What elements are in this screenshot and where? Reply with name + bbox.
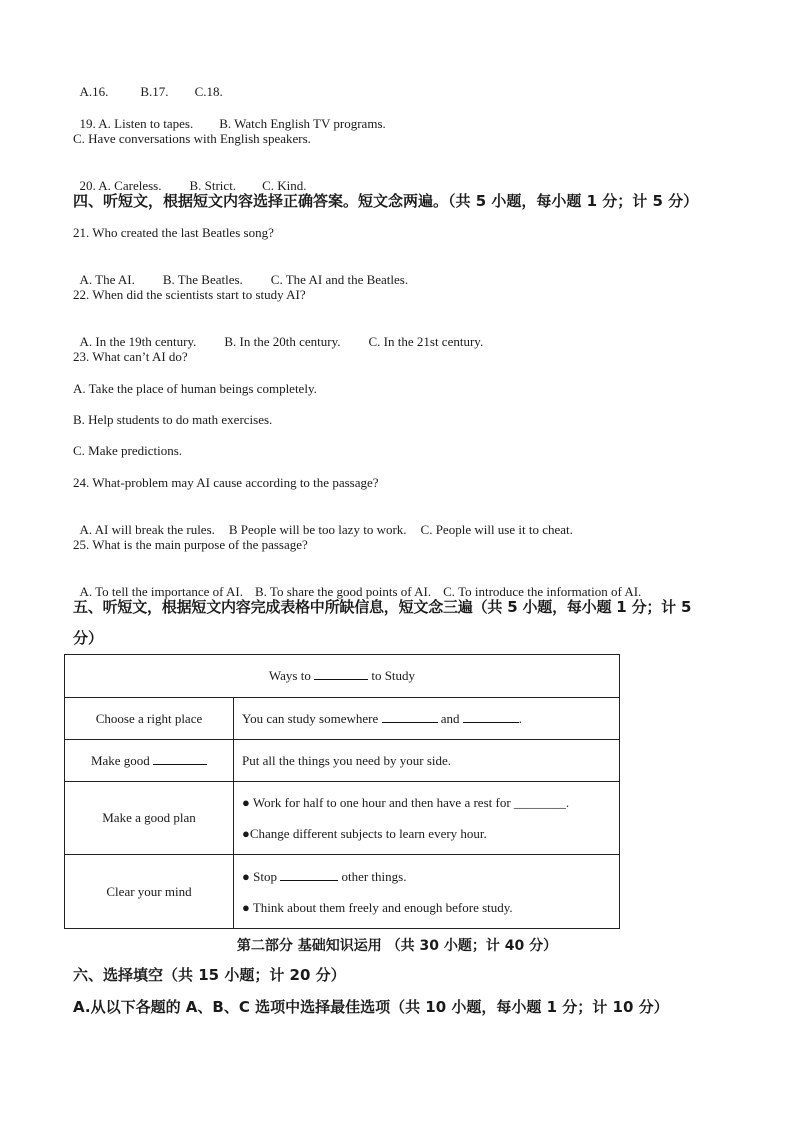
q21-option-b: B. The Beatles.: [162, 272, 243, 287]
q23-stem: 23. What can’t AI do?: [73, 349, 188, 364]
section-6-title: 六、选择填空（共 15 小题；计 20 分）: [73, 966, 346, 984]
row1-text-post: .: [518, 710, 523, 726]
q22-option-c: C. In the 21st century.: [368, 334, 484, 349]
question-20-options: [73, 162, 306, 194]
q23-option-c: C. Make predictions.: [73, 443, 183, 458]
q24-stem: 24. What-problem may AI cause according to the passage?: [73, 475, 379, 490]
row4-line1: [242, 861, 611, 892]
q24-options: [73, 506, 573, 538]
table-header-cell: [65, 655, 620, 698]
q24-option-b: B People will be too lazy to work.: [228, 522, 407, 537]
header-text-pre: Ways to: [268, 668, 311, 683]
q22-stem: 22. When did the scientists start to study AI?: [73, 287, 306, 302]
part-2-title: 第二部分 基础知识运用 （共 30 小题；计 40 分）: [236, 938, 558, 954]
row4-left-cell: Clear your mind: [65, 855, 234, 929]
row3-right-cell: [234, 782, 620, 855]
section-5-title-cont: 分）: [73, 629, 104, 647]
q21-option-c: C. The AI and the Beatles.: [270, 272, 409, 287]
q19-option-b: B. Watch English TV programs.: [219, 116, 386, 131]
q18-option-a: A.16.: [79, 84, 109, 99]
blank-27: [382, 712, 438, 723]
q18-option-b: B.17.: [140, 84, 169, 99]
q25-option-b: B. To share the good points of AI.: [254, 584, 432, 599]
row3-line2: ●Change different subjects to learn every hour.: [242, 826, 487, 841]
row2-left-text: Make good: [90, 752, 150, 768]
q20-option-a: 20. A. Careless.: [79, 178, 162, 193]
question-19-line1: [73, 100, 386, 132]
q19-option-a: 19. A. Listen to tapes.: [79, 116, 194, 131]
q25-stem: 25. What is the main purpose of the passage?: [73, 537, 308, 552]
q24-option-c: C. People will use it to cheat.: [420, 522, 573, 537]
q20-option-c: C. Kind.: [262, 178, 307, 193]
row4-line2: ● Think about them freely and enough before study.: [242, 899, 513, 915]
header-text-post: to Study: [371, 668, 416, 683]
row1-left-cell: Choose a right place: [65, 698, 234, 740]
row1-right-cell: [234, 698, 620, 740]
q20-option-b: B. Strict.: [189, 178, 237, 193]
q21-option-a: A. The AI.: [79, 272, 135, 287]
q19-option-c: C. Have conversations with English speakers.: [73, 131, 311, 146]
row1-text-mid: and: [440, 710, 460, 726]
blank-28: [463, 712, 519, 723]
q21-stem: 21. Who created the last Beatles song?: [73, 225, 274, 240]
blank-29: [153, 754, 207, 765]
table-row: [65, 782, 620, 855]
row2-left-cell: [65, 740, 234, 782]
row3-left-cell: Make a good plan: [65, 782, 234, 855]
section-4-title: 四、听短文，根据短文内容选择正确答案。短文念两遍。（共 5 小题，每小题 1 分；计 5 分）: [73, 192, 699, 210]
table-row: [65, 740, 620, 782]
table-row: [65, 855, 620, 929]
q22-option-b: B. In the 20th century.: [224, 334, 341, 349]
q18-option-c: C.18.: [194, 84, 223, 99]
q23-option-a: A. Take the place of human beings completely.: [73, 381, 317, 396]
section-5-title: 五、听短文，根据短文内容完成表格中所缺信息，短文念三遍（共 5 小题，每小题 1 分；计 5: [73, 598, 692, 616]
blank-30: [280, 870, 338, 881]
ways-to-study-table: [64, 654, 620, 929]
q24-option-a: A. AI will break the rules.: [79, 522, 215, 537]
row2-right-cell: Put all the things you need by your side.: [234, 740, 620, 782]
q25-options: [73, 568, 641, 600]
q25-option-c: C. To introduce the information of AI.: [443, 584, 642, 599]
row4-right-cell: [234, 855, 620, 929]
q22-options: [73, 318, 483, 350]
question-18-options: [73, 68, 223, 100]
section-6-sub-a: A.从以下各题的 A、B、C 选项中选择最佳选项（共 10 小题，每小题 1 分；计 10 分）: [73, 998, 669, 1016]
row3-line1: ● Work for half to one hour and then have a rest for ________.: [242, 795, 570, 810]
q22-option-a: A. In the 19th century.: [79, 334, 197, 349]
table-row: [65, 698, 620, 740]
row1-text-pre: You can study somewhere: [242, 710, 379, 726]
table-header-row: [65, 655, 620, 698]
q25-option-a: A. To tell the importance of AI.: [79, 584, 243, 599]
row4-text-pre: ● Stop: [242, 868, 277, 884]
q23-option-b: B. Help students to do math exercises.: [73, 412, 273, 427]
q21-options: [73, 256, 408, 288]
blank-26: [314, 669, 368, 680]
row4-text-post: other things.: [341, 868, 407, 884]
